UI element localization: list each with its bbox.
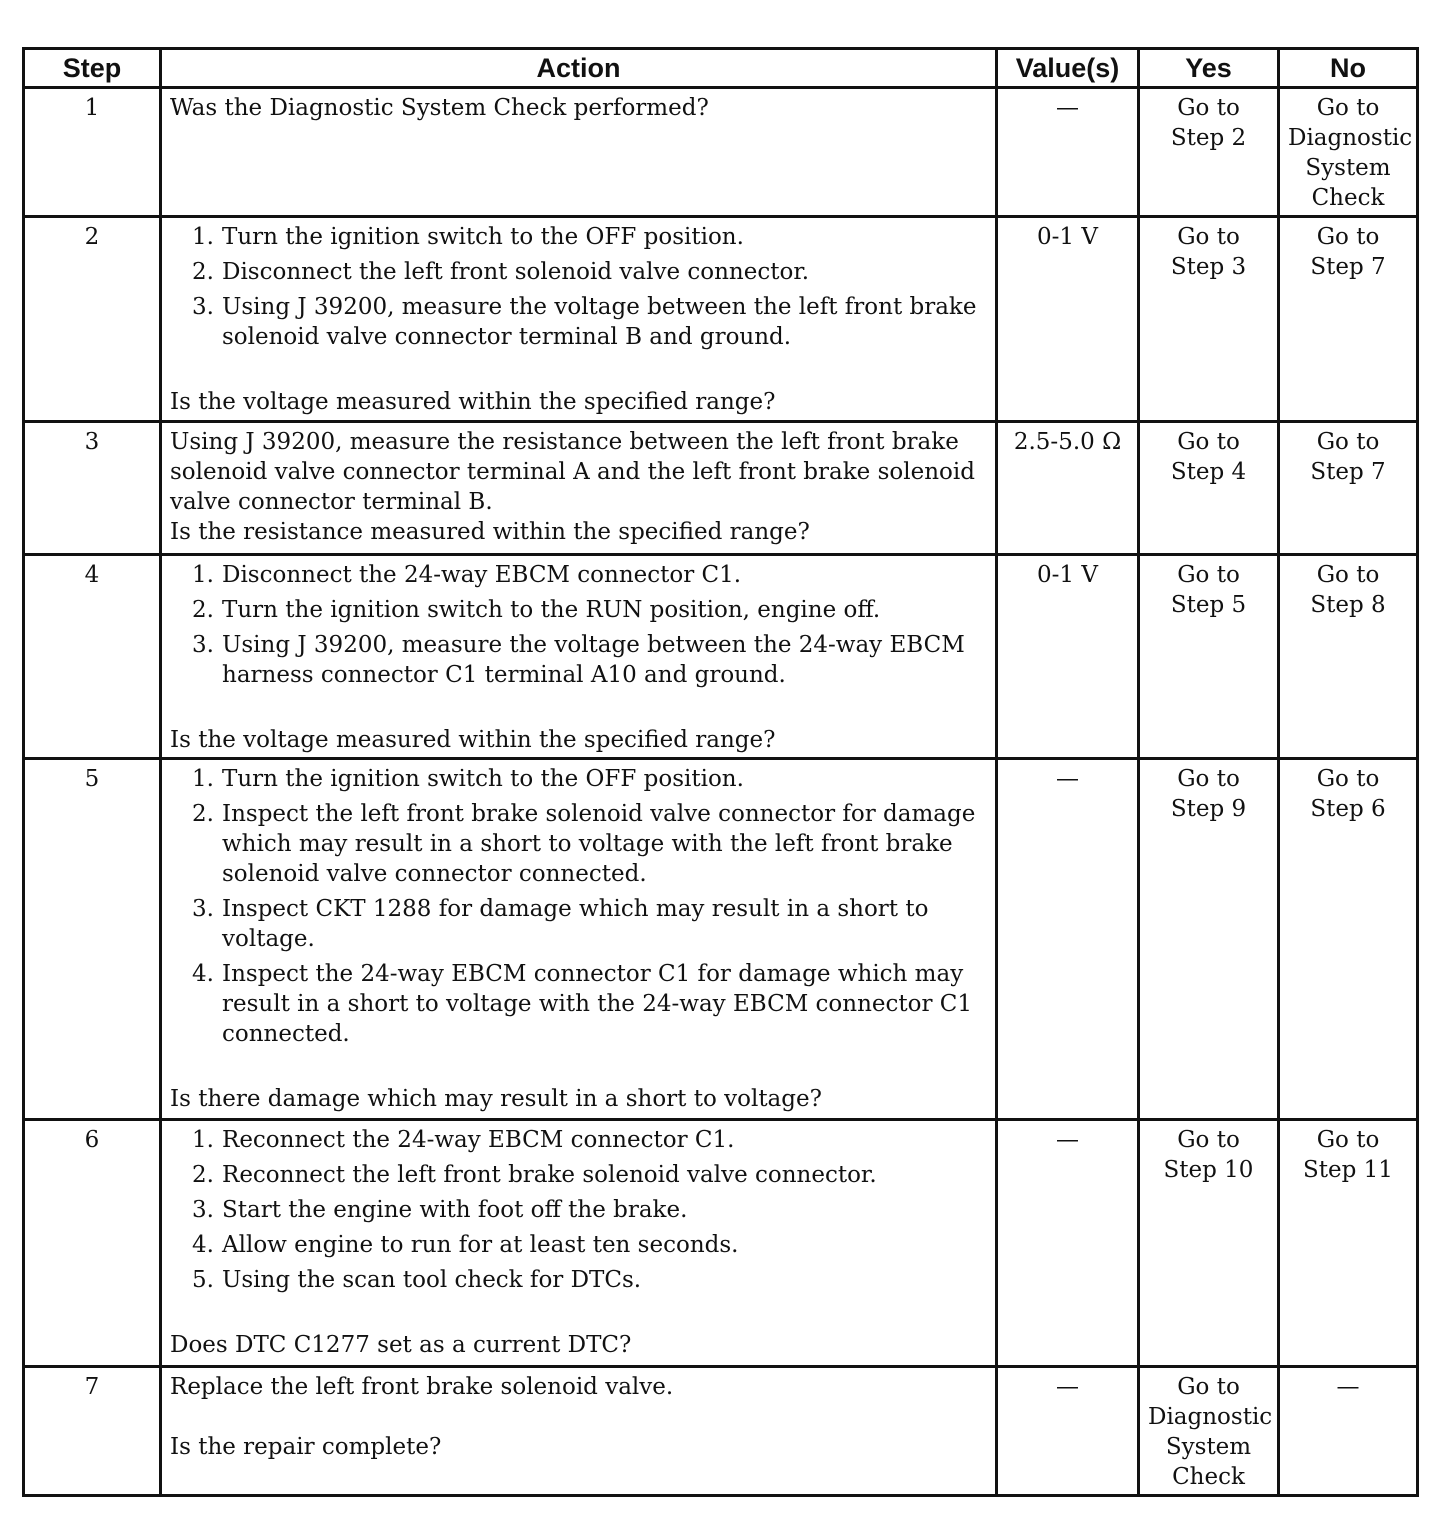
step-number: 5 [24,759,161,1120]
item-text: Using J 39200, measure the voltage between the 24-way EBCM harness connector C1 terminal A10 and ground. [222,632,965,688]
header-row [24,49,1418,88]
list-item [170,257,987,287]
question-text: Does DTC C1277 set as a current DTC? [170,1332,632,1358]
item-text: Turn the ignition switch to the RUN position, engine off. [222,597,881,623]
no-cell: Go to Diagnostic System Check [1279,88,1418,217]
item-number: 1. [192,766,214,792]
list-item [170,222,987,252]
item-number: 2. [192,259,214,285]
no-cell: Go to Step 11 [1279,1120,1418,1367]
table-row [24,759,1418,1120]
list-item [170,959,987,1049]
action-text: Was the Diagnostic System Check performed? [170,95,709,121]
list-item [170,595,987,625]
item-number: 1. [192,562,214,588]
no-cell: Go to Step 8 [1279,555,1418,759]
item-text: Reconnect the left front brake solenoid valve connector. [222,1162,877,1188]
list-item [170,630,987,690]
item-number: 3. [192,1197,214,1223]
item-text: Reconnect the 24-way EBCM connector C1. [222,1127,735,1153]
yes-cell: Go to Step 10 [1139,1120,1279,1367]
action-cell [161,555,997,759]
value-cell: 2.5-5.0 Ω [997,422,1139,555]
action-text: Using J 39200, measure the resistance between the left front brake solenoid valve connector terminal A and the left front brake solenoid valve connector terminal B. [170,429,975,515]
item-number: 1. [192,1127,214,1153]
item-number: 3. [192,896,214,922]
value-cell: — [997,88,1139,217]
diagnostic-table [22,47,1419,1497]
action-cell [161,217,997,422]
item-number: 1. [192,224,214,250]
no-cell: Go to Step 7 [1279,217,1418,422]
list-item [170,292,987,352]
table-row [24,217,1418,422]
table-row [24,1120,1418,1367]
value-cell: 0-1 V [997,217,1139,422]
table-row [24,1367,1418,1496]
step-number: 4 [24,555,161,759]
action-list [170,560,987,690]
item-text: Using J 39200, measure the voltage between the left front brake solenoid valve connector terminal B and ground. [222,294,977,350]
list-item [170,1125,987,1155]
item-number: 2. [192,801,214,827]
header-step: Step [24,49,161,88]
yes-cell: Go to Step 4 [1139,422,1279,555]
item-text: Allow engine to run for at least ten seconds. [222,1232,739,1258]
header-no: No [1279,49,1418,88]
table-row [24,88,1418,217]
item-number: 4. [192,961,214,987]
question-text: Is the resistance measured within the specified range? [170,519,810,545]
item-number: 3. [192,632,214,658]
yes-cell: Go to Diagnostic System Check [1139,1367,1279,1496]
list-item [170,1195,987,1225]
list-item [170,764,987,794]
value-cell: — [997,1367,1139,1496]
no-cell: Go to Step 7 [1279,422,1418,555]
table-row [24,555,1418,759]
list-item [170,799,987,889]
item-number: 2. [192,1162,214,1188]
question-text: Is the voltage measured within the specified range? [170,389,776,415]
question-text: Is the repair complete? [170,1434,442,1460]
action-list [170,764,987,1049]
step-number: 7 [24,1367,161,1496]
value-cell: 0-1 V [997,555,1139,759]
value-cell: — [997,759,1139,1120]
list-item [170,560,987,590]
list-item [170,1230,987,1260]
action-cell [161,1367,997,1496]
item-text: Start the engine with foot off the brake. [222,1197,688,1223]
value-cell: — [997,1120,1139,1367]
item-text: Disconnect the 24-way EBCM connector C1. [222,562,742,588]
action-text: Replace the left front brake solenoid valve. [170,1374,674,1400]
list-item [170,894,987,954]
header-yes: Yes [1139,49,1279,88]
item-text: Turn the ignition switch to the OFF position. [222,766,744,792]
action-cell [161,422,997,555]
step-number: 6 [24,1120,161,1367]
question-text: Is the voltage measured within the specified range? [170,727,776,753]
item-number: 5. [192,1267,214,1293]
yes-cell: Go to Step 5 [1139,555,1279,759]
action-cell [161,1120,997,1367]
item-number: 3. [192,294,214,320]
item-text: Inspect CKT 1288 for damage which may result in a short to voltage. [222,896,929,952]
yes-cell: Go to Step 2 [1139,88,1279,217]
step-number: 1 [24,88,161,217]
table-row [24,422,1418,555]
list-item [170,1160,987,1190]
item-number: 4. [192,1232,214,1258]
item-number: 2. [192,597,214,623]
item-text: Inspect the 24-way EBCM connector C1 for damage which may result in a short to voltage with the 24-way EBCM connector C1 connected. [222,961,973,1047]
yes-cell: Go to Step 9 [1139,759,1279,1120]
yes-cell: Go to Step 3 [1139,217,1279,422]
header-action: Action [161,49,997,88]
step-number: 2 [24,217,161,422]
item-text: Turn the ignition switch to the OFF position. [222,224,744,250]
item-text: Inspect the left front brake solenoid valve connector for damage which may result in a short to voltage with the left front brake solenoid valve connector connected. [222,801,976,887]
step-number: 3 [24,422,161,555]
list-item [170,1265,987,1295]
no-cell: Go to Step 6 [1279,759,1418,1120]
action-cell [161,88,997,217]
question-text: Is there damage which may result in a short to voltage? [170,1086,822,1112]
no-cell: — [1279,1367,1418,1496]
item-text: Disconnect the left front solenoid valve connector. [222,259,810,285]
action-list [170,222,987,352]
action-list [170,1125,987,1295]
action-cell [161,759,997,1120]
item-text: Using the scan tool check for DTCs. [222,1267,642,1293]
header-values: Value(s) [997,49,1139,88]
